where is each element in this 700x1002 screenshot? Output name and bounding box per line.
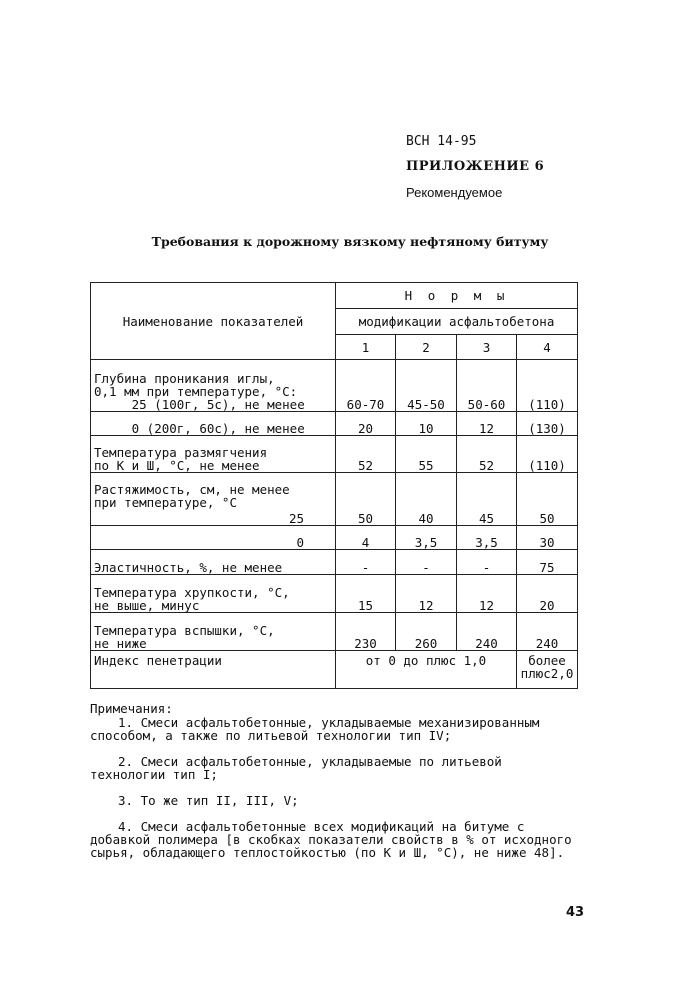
column-header-modifications: модификации асфальтобетона xyxy=(336,309,578,335)
cell-value: 55 xyxy=(396,436,457,473)
cell-value: 260 xyxy=(396,613,457,651)
row-label: 0 (200г, 60с), не менее xyxy=(91,412,336,436)
cell-value: 15 xyxy=(336,575,396,613)
cell-value: 50 xyxy=(336,473,396,526)
row-label: Температура хрупкости, °С, не выше, минус xyxy=(91,575,336,613)
cell-value: 10 xyxy=(396,412,457,436)
table-row xyxy=(91,360,578,412)
cell-value: 20 xyxy=(517,575,578,613)
document-code: ВСН 14-95 xyxy=(406,134,477,149)
mod-number: 3 xyxy=(457,335,517,360)
cell-value: 4 xyxy=(336,526,396,550)
table-row xyxy=(91,651,578,689)
row-label: Эластичность, %, не менее xyxy=(91,550,336,575)
cell-value: 240 xyxy=(457,613,517,651)
cell-value-merged: от 0 до плюс 1,0 xyxy=(336,651,517,689)
mod-number: 2 xyxy=(396,335,457,360)
note-item: 2. Смеси асфальтобетонные, укладываемые по литьевой технологии тип I; xyxy=(90,754,502,782)
table-row xyxy=(91,550,578,575)
cell-value: 52 xyxy=(457,436,517,473)
cell-value: 230 xyxy=(336,613,396,651)
table-row xyxy=(91,526,578,550)
page-number: 43 xyxy=(566,905,585,920)
cell-value: 3,5 xyxy=(396,526,457,550)
row-label xyxy=(91,473,336,526)
cell-value: 60-70 xyxy=(336,360,396,412)
mod-number: 1 xyxy=(336,335,396,360)
cell-value: (130) xyxy=(517,412,578,436)
cell-value: - xyxy=(336,550,396,575)
cell-value: 20 xyxy=(336,412,396,436)
column-header-name: Наименование показателей xyxy=(91,283,336,360)
note-item: 4. Смеси асфальтобетонные всех модификаций на битуме с добавкой полимера [в скобках показатели свойств в % от исходного сырья, обладающего теплостойкостью (по К и Ш, °С), не ниже 48]. xyxy=(90,819,572,860)
cell-value: - xyxy=(457,550,517,575)
note-item: 3. То же тип II, III, V; xyxy=(118,793,299,808)
note-item: 1. Смеси асфальтобетонные, укладываемые механизированным способом, а также по литьевой технологии тип IV; xyxy=(90,715,540,743)
row-label: Температура вспышки, °С, не ниже xyxy=(91,613,336,651)
cell-value: - xyxy=(396,550,457,575)
cell-value: 45 xyxy=(457,473,517,526)
mod-number: 4 xyxy=(517,335,578,360)
table-row xyxy=(91,575,578,613)
norms-table xyxy=(90,282,578,689)
appendix-label: ПРИЛОЖЕНИЕ 6 xyxy=(406,159,545,174)
cell-value: 45-50 xyxy=(396,360,457,412)
cell-value: 240 xyxy=(517,613,578,651)
row-label-text: Растяжимость, см, не менее при температуре, °С xyxy=(94,482,290,510)
cell-value: 30 xyxy=(517,526,578,550)
cell-value: (110) xyxy=(517,436,578,473)
cell-value: 40 xyxy=(396,473,457,526)
row-label: Температура размягчения по К и Ш, °С, не менее xyxy=(91,436,336,473)
table-row xyxy=(91,613,578,651)
cell-value: более плюс2,0 xyxy=(517,651,578,689)
status-label: Рекомендуемое xyxy=(406,185,503,200)
column-header-norms: Н о р м ы xyxy=(336,283,578,309)
cell-value: 12 xyxy=(457,575,517,613)
table-row xyxy=(91,436,578,473)
notes xyxy=(90,702,582,872)
table-title: Требования к дорожному вязкому нефтяному битуму xyxy=(151,234,549,249)
row-label: Индекс пенетрации xyxy=(91,651,336,689)
row-sub-label: 0 xyxy=(91,526,336,550)
cell-value: 50 xyxy=(517,473,578,526)
row-label: Глубина проникания иглы, 0,1 мм при температуре, °С: 25 (100г, 5с), не менее xyxy=(91,360,336,412)
cell-value: 52 xyxy=(336,436,396,473)
cell-value: 50-60 xyxy=(457,360,517,412)
table-row xyxy=(91,412,578,436)
notes-header: Примечания: xyxy=(90,701,173,716)
cell-value: 12 xyxy=(457,412,517,436)
cell-value: 3,5 xyxy=(457,526,517,550)
cell-value: 75 xyxy=(517,550,578,575)
cell-value: 12 xyxy=(396,575,457,613)
cell-value: (110) xyxy=(517,360,578,412)
row-sub-label: 25 xyxy=(288,511,304,526)
table-row xyxy=(91,473,578,526)
